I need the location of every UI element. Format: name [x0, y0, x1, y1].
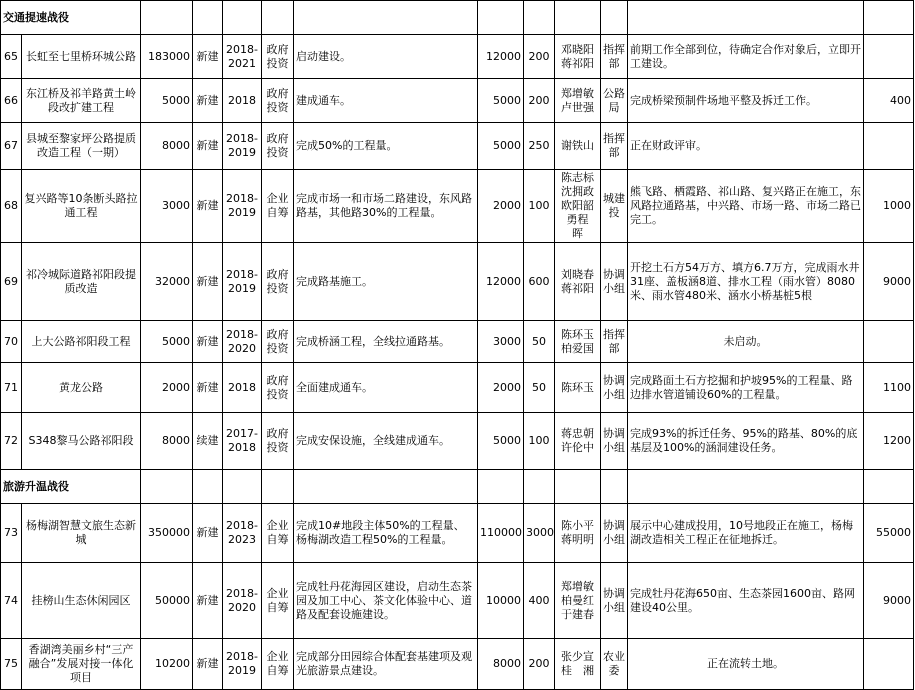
completed-investment: 600 — [524, 243, 555, 321]
progress-note: 完成路面土石方挖掘和护坡95%的工程量、路边排水管道铺设60%的工程量。 — [628, 363, 864, 413]
responsible-leader: 郑增敏卢世强 — [555, 79, 601, 123]
construction-period: 2018-2019 — [223, 243, 262, 321]
responsible-unit: 协调小组 — [601, 563, 628, 639]
responsible-leader: 郑增敏柏曼红于建春 — [555, 563, 601, 639]
completed-investment: 200 — [524, 35, 555, 79]
total-investment: 5000 — [141, 79, 193, 123]
actual-investment: 55000 — [864, 504, 914, 563]
annual-target: 建成通车。 — [294, 79, 478, 123]
funding-source: 企业自筹 — [262, 639, 294, 690]
funding-source: 政府投资 — [262, 413, 294, 470]
table-row — [1, 170, 914, 243]
annual-target: 完成牡丹花海园区建设，启动生态茶园及加工中心、茶文化体验中心、道路及配套设施建设。 — [294, 563, 478, 639]
responsible-unit: 农业委 — [601, 639, 628, 690]
annual-investment: 12000 — [478, 35, 524, 79]
responsible-leader: 陈环玉柏爱国 — [555, 321, 601, 363]
actual-investment — [864, 123, 914, 170]
progress-note: 开挖土石方54万方、填方6.7万方，完成雨水井31座、盖板涵8道、排水工程（雨水管）8080米、雨水管480米、涵水小桥基桩5根 — [628, 243, 864, 321]
funding-source: 政府投资 — [262, 321, 294, 363]
actual-investment: 1100 — [864, 363, 914, 413]
table-row — [1, 413, 914, 470]
project-name: 东江桥及祁羊路黄土岭段改扩建工程 — [22, 79, 141, 123]
total-investment: 8000 — [141, 123, 193, 170]
annual-investment: 3000 — [478, 321, 524, 363]
table-row — [1, 563, 914, 639]
project-name: 祁冷城际道路祁阳段提质改造 — [22, 243, 141, 321]
progress-note: 未启动。 — [628, 321, 864, 363]
project-name: 复兴路等10条断头路拉通工程 — [22, 170, 141, 243]
responsible-unit: 城建投 — [601, 170, 628, 243]
completed-investment: 400 — [524, 563, 555, 639]
row-number: 65 — [1, 35, 22, 79]
construction-period: 2018-2019 — [223, 170, 262, 243]
construction-type: 新建 — [193, 123, 223, 170]
total-investment: 183000 — [141, 35, 193, 79]
construction-period: 2018-2020 — [223, 321, 262, 363]
total-investment: 2000 — [141, 363, 193, 413]
construction-type: 新建 — [193, 170, 223, 243]
progress-note: 完成牡丹花海650亩、生态茶园1600亩、路网建设40公里。 — [628, 563, 864, 639]
annual-target: 完成部分田园综合体配套基建项及观光旅游景点建设。 — [294, 639, 478, 690]
row-number: 75 — [1, 639, 22, 690]
completed-investment: 3000 — [524, 504, 555, 563]
completed-investment: 200 — [524, 79, 555, 123]
table-row — [1, 123, 914, 170]
section-title: 交通提速战役 — [1, 1, 141, 35]
responsible-leader: 蒋忠朝许伦中 — [555, 413, 601, 470]
row-number: 68 — [1, 170, 22, 243]
project-name: 县城至黎家坪公路提质改造工程（一期） — [22, 123, 141, 170]
responsible-leader: 陈环玉 — [555, 363, 601, 413]
responsible-leader: 谢铁山 — [555, 123, 601, 170]
annual-investment: 12000 — [478, 243, 524, 321]
funding-source: 企业自筹 — [262, 170, 294, 243]
actual-investment: 400 — [864, 79, 914, 123]
annual-investment: 5000 — [478, 123, 524, 170]
table-row — [1, 321, 914, 363]
completed-investment: 100 — [524, 170, 555, 243]
responsible-unit: 指挥部 — [601, 35, 628, 79]
responsible-leader: 刘晓春蒋祁阳 — [555, 243, 601, 321]
progress-note: 完成桥梁预制件场地平整及拆迁工作。 — [628, 79, 864, 123]
annual-investment: 10000 — [478, 563, 524, 639]
completed-investment: 200 — [524, 639, 555, 690]
annual-target: 完成安保设施，全线建成通车。 — [294, 413, 478, 470]
progress-note: 展示中心建成投用，10号地段正在施工，杨梅湖改造相关工程正在征地拆迁。 — [628, 504, 864, 563]
funding-source: 政府投资 — [262, 243, 294, 321]
funding-source: 政府投资 — [262, 123, 294, 170]
section-row — [1, 470, 914, 504]
total-investment: 50000 — [141, 563, 193, 639]
responsible-unit: 指挥部 — [601, 123, 628, 170]
completed-investment: 250 — [524, 123, 555, 170]
responsible-unit: 指挥部 — [601, 321, 628, 363]
construction-type: 新建 — [193, 563, 223, 639]
row-number: 67 — [1, 123, 22, 170]
total-investment: 32000 — [141, 243, 193, 321]
construction-type: 新建 — [193, 79, 223, 123]
total-investment: 5000 — [141, 321, 193, 363]
responsible-unit: 公路局 — [601, 79, 628, 123]
responsible-leader: 邓晓阳蒋祁阳 — [555, 35, 601, 79]
project-name: 上大公路祁阳段工程 — [22, 321, 141, 363]
section-row — [1, 1, 914, 35]
project-name: 长虹至七里桥环城公路 — [22, 35, 141, 79]
funding-source: 企业自筹 — [262, 563, 294, 639]
construction-period: 2018-2021 — [223, 35, 262, 79]
funding-source: 政府投资 — [262, 35, 294, 79]
construction-period: 2018 — [223, 363, 262, 413]
annual-target: 完成50%的工程量。 — [294, 123, 478, 170]
responsible-leader: 张少宣桂 湘 — [555, 639, 601, 690]
project-name: S348黎马公路祁阳段 — [22, 413, 141, 470]
annual-target: 完成路基施工。 — [294, 243, 478, 321]
construction-period: 2018 — [223, 79, 262, 123]
construction-period: 2018-2019 — [223, 639, 262, 690]
progress-note: 正在财政评审。 — [628, 123, 864, 170]
construction-type: 新建 — [193, 35, 223, 79]
responsible-unit: 协调小组 — [601, 363, 628, 413]
annual-investment: 8000 — [478, 639, 524, 690]
annual-investment: 110000 — [478, 504, 524, 563]
project-name: 杨梅湖智慧文旅生态新城 — [22, 504, 141, 563]
responsible-leader: 陈小平蒋明明 — [555, 504, 601, 563]
responsible-unit: 协调小组 — [601, 504, 628, 563]
total-investment: 8000 — [141, 413, 193, 470]
construction-period: 2017-2018 — [223, 413, 262, 470]
annual-investment: 2000 — [478, 363, 524, 413]
actual-investment: 1200 — [864, 413, 914, 470]
construction-type: 新建 — [193, 243, 223, 321]
actual-investment — [864, 321, 914, 363]
section-title: 旅游升温战役 — [1, 470, 141, 504]
total-investment: 350000 — [141, 504, 193, 563]
project-name: 挂榜山生态休闲园区 — [22, 563, 141, 639]
annual-target: 全面建成通车。 — [294, 363, 478, 413]
table-row — [1, 35, 914, 79]
annual-investment: 2000 — [478, 170, 524, 243]
actual-investment: 9000 — [864, 563, 914, 639]
completed-investment: 50 — [524, 363, 555, 413]
row-number: 74 — [1, 563, 22, 639]
responsible-unit: 协调小组 — [601, 413, 628, 470]
construction-type: 新建 — [193, 639, 223, 690]
table-row — [1, 243, 914, 321]
construction-period: 2018-2020 — [223, 563, 262, 639]
funding-source: 企业自筹 — [262, 504, 294, 563]
construction-type: 新建 — [193, 504, 223, 563]
annual-target: 完成市场一和市场二路建设，东风路路基，其他路30%的工程量。 — [294, 170, 478, 243]
responsible-unit: 协调小组 — [601, 243, 628, 321]
construction-type: 新建 — [193, 363, 223, 413]
total-investment: 10200 — [141, 639, 193, 690]
row-number: 69 — [1, 243, 22, 321]
progress-note: 熊飞路、栖霞路、祁山路、复兴路正在施工，东风路拉通路基，中兴路、市场一路、市场二路已完工。 — [628, 170, 864, 243]
actual-investment: 1000 — [864, 170, 914, 243]
project-name: 黄龙公路 — [22, 363, 141, 413]
total-investment: 3000 — [141, 170, 193, 243]
annual-investment: 5000 — [478, 413, 524, 470]
funding-source: 政府投资 — [262, 79, 294, 123]
construction-period: 2018-2019 — [223, 123, 262, 170]
project-name: 香湖湾美丽乡村“三产融合”发展对接一体化项目 — [22, 639, 141, 690]
responsible-leader: 陈志标沈拥政欧阳韶勇程 晖 — [555, 170, 601, 243]
row-number: 70 — [1, 321, 22, 363]
table-row — [1, 504, 914, 563]
construction-type: 续建 — [193, 413, 223, 470]
table-row — [1, 363, 914, 413]
annual-target: 完成桥涵工程，全线拉通路基。 — [294, 321, 478, 363]
row-number: 73 — [1, 504, 22, 563]
completed-investment: 50 — [524, 321, 555, 363]
progress-note: 完成93%的拆迁任务、95%的路基、80%的底基层及100%的涵洞建设任务。 — [628, 413, 864, 470]
row-number: 66 — [1, 79, 22, 123]
completed-investment: 100 — [524, 413, 555, 470]
construction-type: 新建 — [193, 321, 223, 363]
annual-target: 启动建设。 — [294, 35, 478, 79]
annual-target: 完成10#地段主体50%的工程量、杨梅湖改造工程50%的工程量。 — [294, 504, 478, 563]
progress-note: 正在流转土地。 — [628, 639, 864, 690]
funding-source: 政府投资 — [262, 363, 294, 413]
construction-period: 2018-2023 — [223, 504, 262, 563]
row-number: 72 — [1, 413, 22, 470]
table-row — [1, 79, 914, 123]
actual-investment: 9000 — [864, 243, 914, 321]
row-number: 71 — [1, 363, 22, 413]
progress-note: 前期工作全部到位，待确定合作对象后，立即开工建设。 — [628, 35, 864, 79]
annual-investment: 5000 — [478, 79, 524, 123]
actual-investment — [864, 35, 914, 79]
